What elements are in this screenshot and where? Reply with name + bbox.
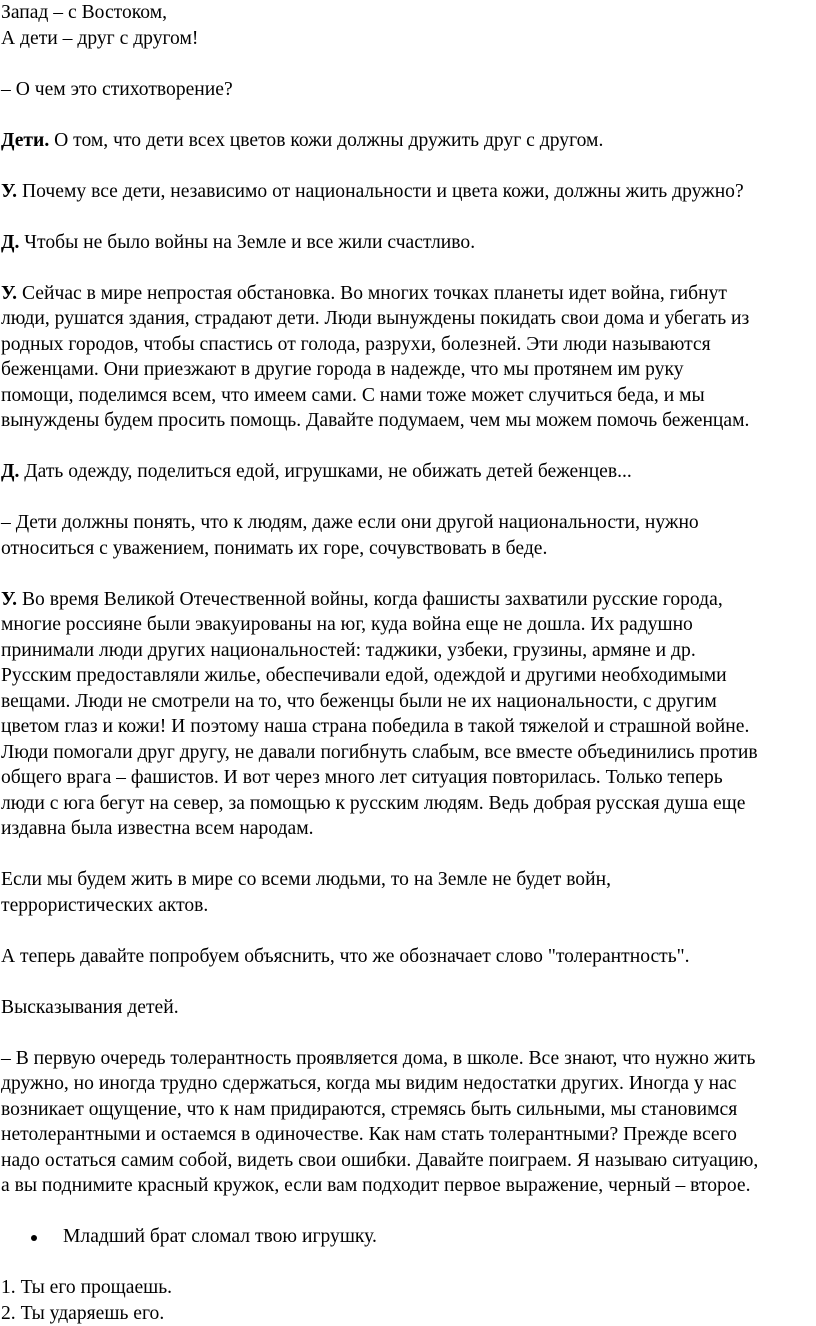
dialogue-text: О том, что дети всех цветов кожи должны дружить друг с другом. <box>49 130 603 151</box>
paragraph-line: общего врага – фашистов. И вот через много лет ситуация повторилась. Только теперь <box>1 765 816 791</box>
paragraph-line: цветом глаз и кожи! И поэтому наша страна победила в такой тяжелой и страшной войне. <box>1 714 816 740</box>
dialogue-line <box>1 128 816 154</box>
paragraph-line: Русским предоставляли жилье, обеспечивали едой, одеждой и другими необходимыми <box>1 663 816 689</box>
paragraph-text: Во время Великой Отечественной войны, когда фашисты захватили русские города, <box>17 589 723 610</box>
speaker-label: У. <box>1 283 17 304</box>
option-line: 2. Ты ударяешь его. <box>1 1301 816 1326</box>
paragraph-line: издавна была известна всем народам. <box>1 816 816 842</box>
dialogue-text: Чтобы не было войны на Земле и все жили счастливо. <box>19 232 475 253</box>
paragraph-line: террористических актов. <box>1 893 816 919</box>
paragraph-line: люди с юга бегут на север, за помощью к русским людям. Ведь добрая русская душа еще <box>1 791 816 817</box>
dialogue-text: Почему все дети, независимо от национальности и цвета кожи, должны жить дружно? <box>17 181 744 202</box>
paragraph-line: нетолерантными и остаемся в одиночестве. Как нам стать толерантными? Прежде всего <box>1 1122 816 1148</box>
paragraph-line: люди, рушатся здания, страдают дети. Люди вынуждены покидать свои дома и убегать из <box>1 306 816 332</box>
paragraph-line: помощи, поделимся всем, что имеем сами. С нами тоже может случиться беда, и мы <box>1 383 816 409</box>
paragraph-line: вынуждены будем просить помощь. Давайте подумаем, чем мы можем помочь беженцам. <box>1 408 816 434</box>
speaker-label: Дети. <box>1 130 49 151</box>
paragraph-text: Сейчас в мире непростая обстановка. Во многих точках планеты идет война, гибнут <box>17 283 727 304</box>
poem-line: Запад – с Востоком, <box>1 0 816 26</box>
paragraph-line: родных городов, чтобы спастись от голода, разрухи, болезней. Эти люди называются <box>1 332 816 358</box>
bullet-icon <box>31 1235 37 1241</box>
question-text: – О чем это стихотворение? <box>1 77 816 103</box>
paragraph <box>1 1046 816 1199</box>
option-line: 1. Ты его прощаешь. <box>1 1275 816 1301</box>
paragraph-line: вещами. Люди не смотрели на то, что беженцы были не их национальности, с другим <box>1 689 816 715</box>
paragraph-line: надо остаться самим собой, видеть свои ошибки. Давайте поиграем. Я называю ситуацию, <box>1 1148 816 1174</box>
speaker-label: Д. <box>1 232 19 253</box>
speaker-label: У. <box>1 589 17 610</box>
paragraph-line: беженцами. Они приезжают в другие города в надежде, что мы протянем им руку <box>1 357 816 383</box>
speaker-label: У. <box>1 181 17 202</box>
paragraph-line: относиться с уважением, понимать их горе, сочувствовать в беде. <box>1 536 816 562</box>
teacher-paragraph <box>1 281 816 434</box>
paragraph-line: возникает ощущение, что к нам придираются, стремясь быть сильными, мы становимся <box>1 1097 816 1123</box>
list-item-text: Младший брат сломал твою игрушку. <box>63 1224 816 1250</box>
dialogue-text: Дать одежду, поделиться едой, игрушками, не обижать детей беженцев... <box>19 461 631 482</box>
dialogue-line <box>1 230 816 256</box>
paragraph-line: а вы поднимите красный кружок, если вам подходит первое выражение, черный – второе. <box>1 1173 816 1199</box>
paragraph-line: Если мы будем жить в мире со всеми людьми, то на Земле не будет войн, <box>1 867 816 893</box>
speaker-label: Д. <box>1 461 19 482</box>
paragraph-line: Люди помогали друг другу, не давали погибнуть слабым, все вместе объединились против <box>1 740 816 766</box>
paragraph <box>1 867 816 918</box>
paragraph-line: дружно, но иногда трудно сдержаться, когда мы видим недостатки других. Иногда у нас <box>1 1071 816 1097</box>
poem-line: А дети – друг с другом! <box>1 26 816 52</box>
paragraph-line: – В первую очередь толерантность проявляется дома, в школе. Все знают, что нужно жить <box>1 1046 816 1072</box>
paragraph-line <box>1 587 816 613</box>
paragraph <box>1 510 816 561</box>
paragraph-line <box>1 281 816 307</box>
paragraph-line: принимали люди других национальностей: таджики, узбеки, грузины, армяне и др. <box>1 638 816 664</box>
section-heading: Высказывания детей. <box>1 995 816 1021</box>
dialogue-line <box>1 459 816 485</box>
list-item <box>1 1224 816 1250</box>
dialogue-line <box>1 179 816 205</box>
paragraph-line: многие россияне были эвакуированы на юг, куда война еще не дошла. Их радушно <box>1 612 816 638</box>
paragraph-line: – Дети должны понять, что к людям, даже если они другой национальности, нужно <box>1 510 816 536</box>
teacher-paragraph <box>1 587 816 842</box>
paragraph-line: А теперь давайте попробуем объяснить, что же обозначает слово "толерантность". <box>1 944 816 970</box>
